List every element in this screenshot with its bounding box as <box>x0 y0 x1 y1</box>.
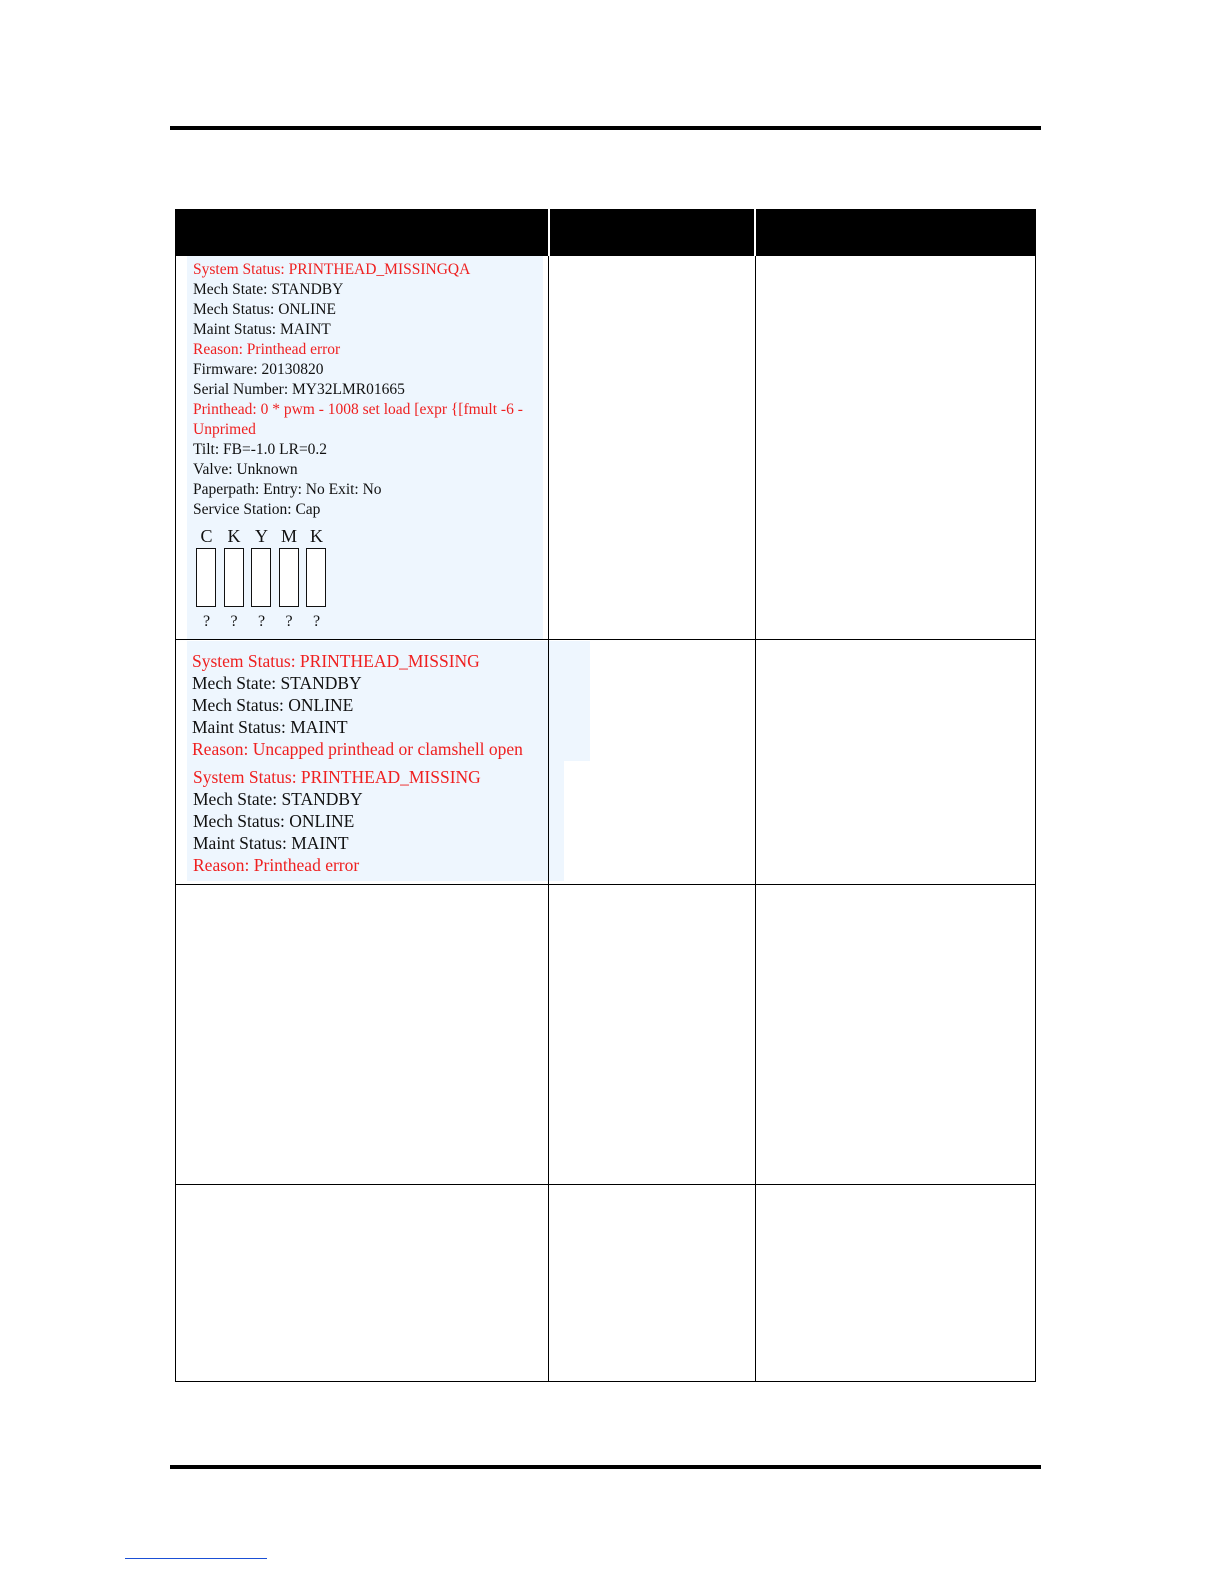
table-header-row <box>175 209 1036 256</box>
status-line: System Status: PRINTHEAD_MISSING <box>192 651 480 671</box>
status-table <box>175 209 1036 1382</box>
status-list-2b <box>193 766 481 876</box>
status-line: Reason: Printhead error <box>193 341 341 358</box>
table-border-left <box>175 256 176 1382</box>
status-line: Mech State: STANDBY <box>193 789 363 809</box>
ink-tank-gauge <box>279 548 299 607</box>
ink-level-value: ? <box>230 613 238 630</box>
status-line: Tilt: FB=-1.0 LR=0.2 <box>193 441 328 458</box>
status-line: Mech State: STANDBY <box>193 281 344 298</box>
status-line: Maint Status: MAINT <box>193 321 331 338</box>
row-divider-1 <box>175 639 1036 640</box>
ink-color-label: Y <box>255 526 268 546</box>
ink-color-label: M <box>280 526 297 546</box>
status-line: Mech Status: ONLINE <box>193 811 355 831</box>
row-divider-2 <box>175 884 1036 885</box>
status-line: Unprimed <box>193 421 256 438</box>
status-line: Paperpath: Entry: No Exit: No <box>193 481 382 498</box>
footer-rule <box>170 1465 1041 1469</box>
status-line: Mech Status: ONLINE <box>193 301 336 318</box>
header-rule <box>170 126 1041 130</box>
status-line: Mech State: STANDBY <box>192 673 362 693</box>
ink-level-value: ? <box>257 613 266 630</box>
ink-color-label: C <box>200 526 213 546</box>
ink-level-value: ? <box>312 613 321 630</box>
status-line: Maint Status: MAINT <box>192 717 348 737</box>
ink-tank-gauge <box>306 548 326 607</box>
row-divider-3 <box>175 1184 1036 1185</box>
status-line: System Status: PRINTHEAD_MISSING <box>193 767 481 787</box>
status-line: Mech Status: ONLINE <box>192 695 354 715</box>
header-column-divider <box>754 209 756 256</box>
ink-level-value: ? <box>202 613 211 630</box>
status-list-1 <box>193 260 523 520</box>
ink-tank-gauge <box>224 548 244 607</box>
ink-color-label: K <box>310 526 323 546</box>
column-divider-2 <box>755 256 756 1382</box>
ink-color-label: K <box>227 526 241 546</box>
column-divider-1 <box>548 256 549 1382</box>
status-line: Service Station: Cap <box>193 501 321 518</box>
status-line: Serial Number: MY32LMR01665 <box>193 381 405 398</box>
status-line: Maint Status: MAINT <box>193 833 349 853</box>
status-list-2a <box>192 650 523 760</box>
status-line: Valve: Unknown <box>193 461 298 478</box>
table-border-right <box>1035 256 1036 1382</box>
footer-link-underline[interactable] <box>125 1558 267 1559</box>
status-line: System Status: PRINTHEAD_MISSINGQA <box>193 261 471 278</box>
status-line: Reason: Printhead error <box>193 855 360 875</box>
status-line: Firmware: 20130820 <box>193 361 324 378</box>
ink-tank-gauge <box>251 548 271 607</box>
status-line: Printhead: 0 * pwm - 1008 set load [expr {[fmult -6 - <box>193 401 523 418</box>
status-line: Reason: Uncapped printhead or clamshell open <box>192 739 523 759</box>
header-column-divider <box>548 209 550 256</box>
table-border-bottom <box>175 1381 1036 1382</box>
ink-tank-gauge <box>196 548 216 607</box>
ink-level-value: ? <box>285 613 293 630</box>
